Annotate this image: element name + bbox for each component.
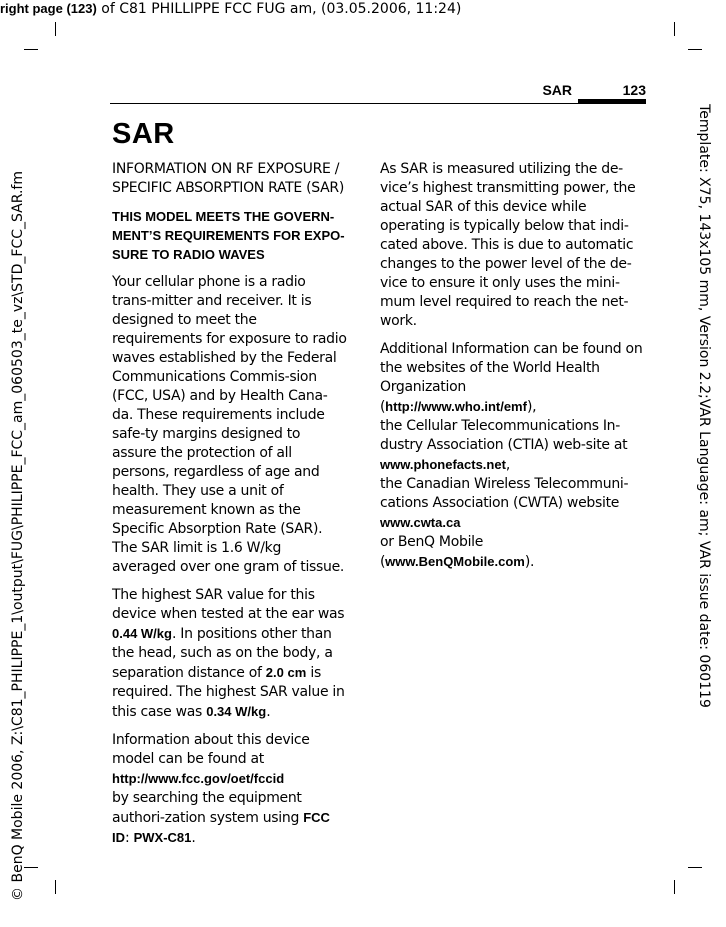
- text-run: The highest SAR value for this device when tested at the ear was: [112, 587, 345, 622]
- crop-mark: [55, 880, 56, 894]
- file-info-line: [0, 0, 461, 18]
- measurement-paragraph: As SAR is measured utilizing the de-vice’s highest transmitting power, the actual SAR of this device while operating is typically below that indi-cated above. This is due to automatic changes to the power level of the de-vice to ensure it only uses the mini-mum level required to reach the net-work.: [380, 161, 636, 329]
- page-label: right page (123): [0, 1, 97, 16]
- crop-mark: [674, 880, 675, 894]
- text-run: by searching the equipment authori-zation system using: [112, 790, 304, 826]
- text-run: Information about this device model can be found at: [112, 732, 310, 767]
- intro-paragraph: INFORMATION ON RF EXPOSURE / SPECIFIC ABSORPTION RATE (SAR): [112, 161, 344, 196]
- crop-mark: [24, 867, 38, 868]
- header-tab-bar: [578, 99, 646, 103]
- text-run: ),: [526, 399, 537, 415]
- text-run: .: [191, 830, 196, 846]
- left-column: [112, 160, 348, 857]
- sar-values-paragraph: [112, 586, 348, 722]
- text-run: (: [380, 399, 386, 415]
- text-run: the Cellular Telecommunications In-dustry Association (CTIA) web-site at: [380, 418, 628, 453]
- text-run: (: [380, 554, 386, 570]
- text-run: .: [266, 704, 271, 720]
- body-sar-value: 0.34 W/kg: [206, 704, 267, 719]
- fcc-id-value: PWX-C81: [133, 830, 192, 845]
- page-title: SAR: [112, 118, 175, 150]
- section-heading: THIS MODEL MEETS THE GOVERN-MENT’S REQUIREMENTS FOR EXPO-SURE TO RADIO WAVES: [112, 209, 345, 262]
- copyright-path-vertical: © BenQ Mobile 2006, Z:\C81_PHILIPPE_1\output\FUG\PHILIPPE_FCC_am_060503_te_vz\STD_FCC_SAR.fm: [10, 171, 26, 901]
- crop-mark: [688, 867, 702, 868]
- text-run: ).: [524, 554, 535, 570]
- crop-mark: [55, 22, 56, 36]
- radio-info-paragraph: Your cellular phone is a radio trans-mitter and receiver. It is designed to meet the requirements for exposure to radio waves established by the Federal Communications Commis-sion (FCC, USA) and by Health Cana-da. These requirements include safe-ty margins designed to assure the protection of all persons, regardless of age and health. They use a unit of measurement known as the Specific Absorption Rate (SAR). The SAR limit is 1.6 W/kg averaged over one gram of tissue.: [112, 274, 347, 575]
- text-run: is required. The highest SAR value in this case was: [112, 665, 345, 720]
- crop-mark: [24, 49, 38, 50]
- file-info-text: of C81 PHILLIPPE FCC FUG am, (03.05.2006, 11:24): [96, 1, 462, 17]
- separation-distance: 2.0 cm: [265, 665, 307, 680]
- benq-url-link[interactable]: www.BenQMobile.com: [385, 554, 525, 569]
- fcc-id-label: FCC ID: [112, 810, 330, 845]
- ear-sar-value: 0.44 W/kg: [112, 626, 172, 641]
- text-run: the Canadian Wireless Telecommuni-cations Association (CWTA) website: [380, 476, 629, 511]
- crop-mark: [674, 22, 675, 36]
- fcc-url-link[interactable]: http://www.fcc.gov/oet/fccid: [112, 771, 285, 786]
- template-info-vertical: Template: X75, 143x105 mm, Version 2.2;VAR Language: am; VAR issue date: 060119: [696, 104, 712, 708]
- right-column: [380, 160, 646, 581]
- cwta-url-link[interactable]: www.cwta.ca: [380, 515, 461, 530]
- text-run: or BenQ Mobile: [380, 534, 484, 550]
- who-url-link[interactable]: http://www.who.int/emf: [385, 399, 527, 414]
- text-run: . In positions other than the head, such as on the body, a separation distance of: [112, 626, 333, 681]
- text-run: Additional Information can be found on the websites of the World Health Organization: [380, 341, 643, 395]
- text-run: :: [125, 830, 134, 846]
- ctia-url-link[interactable]: www.phonefacts.net: [380, 457, 506, 472]
- additional-info-paragraph: [380, 340, 646, 572]
- text-run: ,: [505, 457, 511, 473]
- header-rule: [110, 103, 646, 104]
- running-header-section: SAR: [542, 82, 572, 98]
- page-number: 123: [622, 82, 646, 98]
- fcc-info-paragraph: [112, 731, 348, 848]
